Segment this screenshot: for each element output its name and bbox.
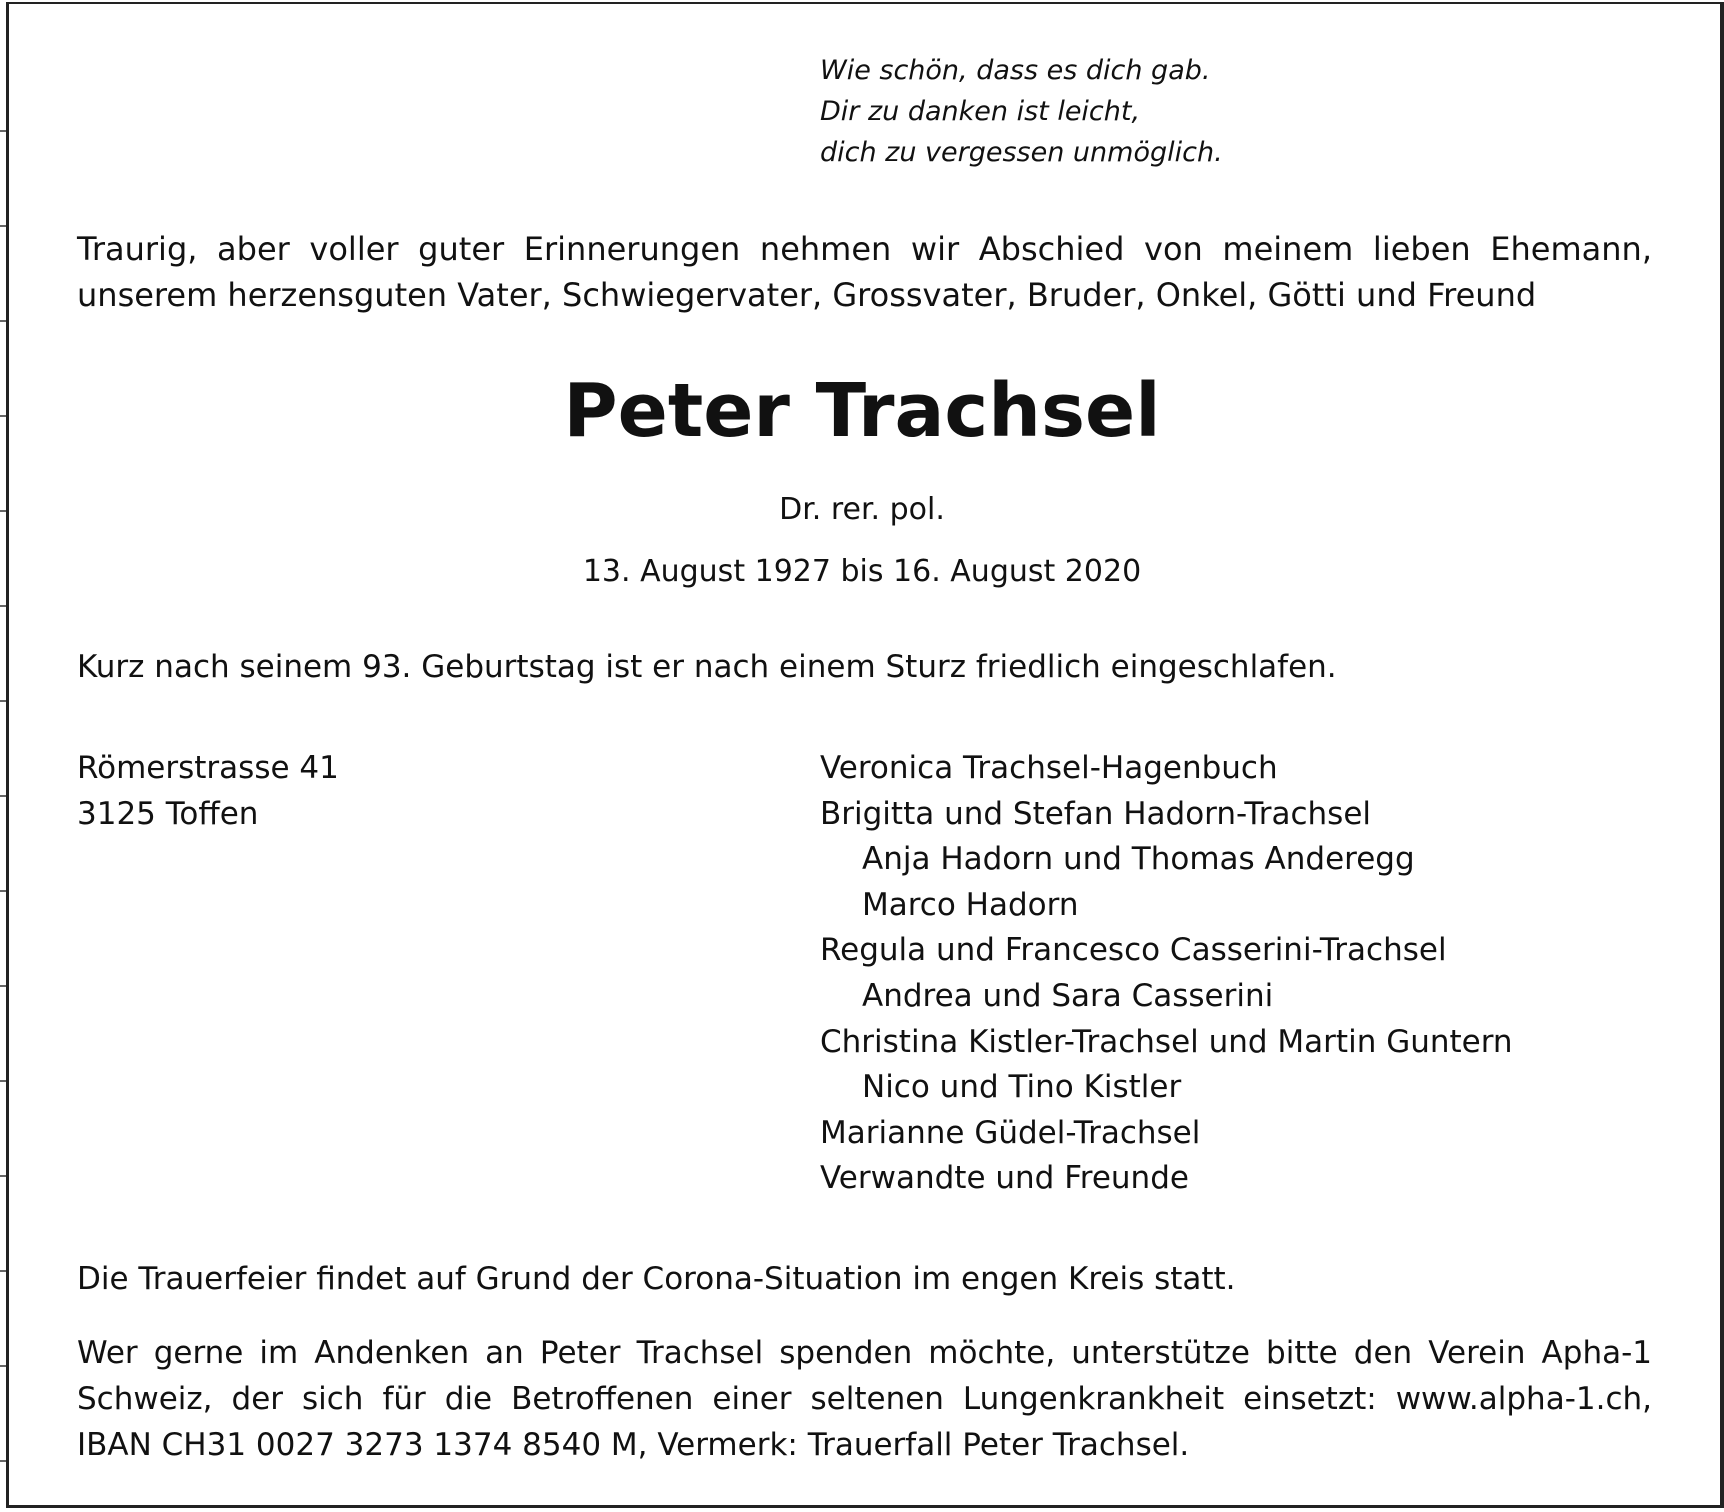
mourner-entry: Nico und Tino Kistler — [862, 1069, 1182, 1106]
donation-paragraph — [77, 1330, 1652, 1468]
intro-line: Traurig, aber voller guter Erinnerungen nehmen wir Abschied von meinem lieben Ehemann, — [77, 230, 1652, 268]
academic-title: Dr. rer. pol. — [779, 492, 945, 527]
verse-line: dich zu vergessen unmöglich. — [820, 137, 1223, 168]
intro-paragraph — [77, 226, 1652, 318]
mourner-entry: Marianne Güdel-Trachsel — [820, 1114, 1201, 1151]
donation-line: Wer gerne im Andenken an Peter Trachsel spenden möchte, unterstütze bitte den Verein Apha-1 — [77, 1335, 1652, 1371]
verse-line: Dir zu danken ist leicht, — [820, 96, 1141, 127]
mourner-entry: Anja Hadorn und Thomas Anderegg — [862, 841, 1415, 878]
ceremony-note: Die Trauerfeier findet auf Grund der Corona-Situation im engen Kreis statt. — [77, 1261, 1236, 1297]
donation-line: Schweiz, der sich für die Betroffenen einer seltenen Lungenkrankheit einsetzt: www.alpha-1.ch, — [77, 1381, 1652, 1417]
mourners-list — [820, 746, 1513, 1202]
deceased-name: Peter Trachsel — [563, 368, 1161, 454]
passing-note: Kurz nach seinem 93. Geburtstag ist er nach einem Sturz friedlich eingeschlafen. — [77, 649, 1337, 685]
family-address — [77, 746, 339, 837]
address-street: Römerstrasse 41 — [77, 750, 339, 786]
memorial-verse — [820, 50, 1223, 173]
mourner-entry: Marco Hadorn — [862, 886, 1079, 923]
mourner-entry: Veronica Trachsel-Hagenbuch — [820, 750, 1278, 786]
mourner-entry: Andrea und Sara Casserini — [862, 977, 1274, 1014]
verse-line: Wie schön, dass es dich gab. — [820, 55, 1211, 86]
mourner-entry: Christina Kistler-Trachsel und Martin Guntern — [820, 1023, 1513, 1060]
mourner-entry: Verwandte und Freunde — [820, 1160, 1189, 1197]
address-city: 3125 Toffen — [77, 795, 259, 832]
mourner-entry: Regula und Francesco Casserini-Trachsel — [820, 932, 1447, 969]
donation-line: IBAN CH31 0027 3273 1374 8540 M, Vermerk: Trauerfall Peter Trachsel. — [77, 1427, 1190, 1463]
life-dates: 13. August 1927 bis 16. August 2020 — [582, 554, 1142, 589]
mourner-entry: Brigitta und Stefan Hadorn-Trachsel — [820, 795, 1372, 832]
intro-line: unserem herzensguten Vater, Schwiegervater, Grossvater, Bruder, Onkel, Götti und Freund — [77, 276, 1537, 314]
